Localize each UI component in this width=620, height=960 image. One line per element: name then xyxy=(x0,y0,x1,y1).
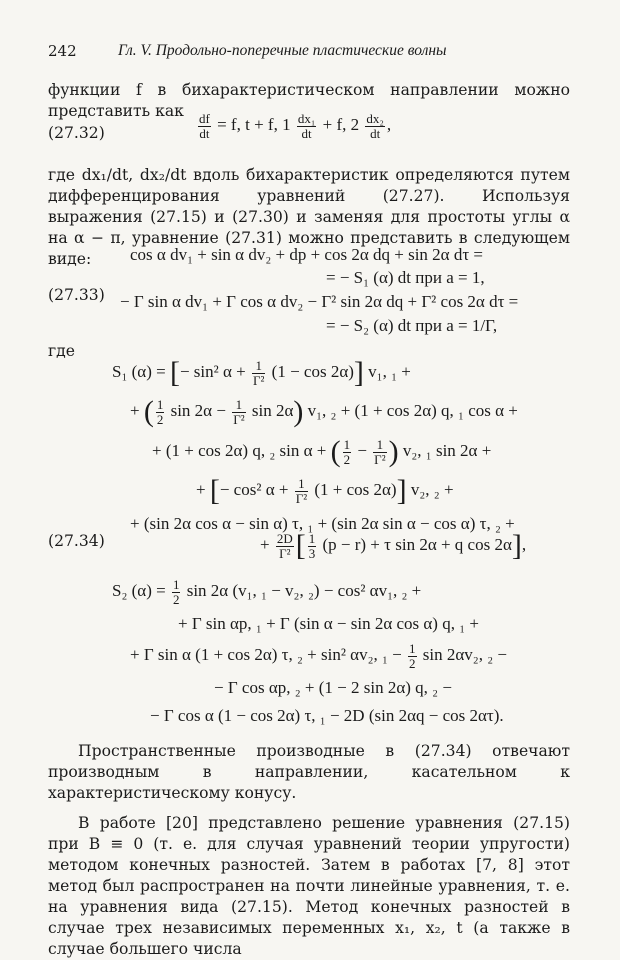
fraction-1-2: $\frac{1}{2}$ xyxy=(172,577,180,607)
eq-27-34-s2-line-4: − Γ cos αp, ₂ + (1 − 2 sin 2α) q, ₂ − xyxy=(214,678,452,697)
fraction-2D-gamma2: $\frac{2D}{\text{Γ²}}$ xyxy=(276,530,293,561)
eq-27-33-line-2: = − S₁ (α) dt при a = 1, xyxy=(326,268,485,287)
fraction-1-2: $\frac{1}{2}$ xyxy=(156,396,164,427)
eq-27-34-s1-line-3: + (1 + cos 2α) q, ₂ sin α + ( $\frac{1}{2}$ − $\frac{1}{\text{Γ²}}$ ) v₂, ₁ sin 2α + xyxy=(152,435,492,468)
eq-27-34-s2-line-1: S₂ (α) = $\frac{1}{2}$ sin 2α (v₁, ₁ − v₂, ₂) − cos² αv₁, ₂ + xyxy=(112,577,422,607)
equation-27-32: $\frac{df}{dt}$ = f, t + f, 1 $\frac{\text{dx₁}}{dt}$ + f, 2 $\frac{\text{dx₂}}{dt}$ , xyxy=(199,111,392,141)
eq-27-34-s2-line-3: + Γ sin α (1 + cos 2α) τ, ₂ + sin² αv₂, ₁ − $\frac{1}{2}$ sin 2αv₂, ₂ − xyxy=(130,641,507,671)
fraction-dx2-dt: $\frac{\text{dx₂}}{dt}$ xyxy=(366,111,384,141)
paragraph-finite-differences: В работе [20] представлено решение уравнения (27.15) при B ≡ 0 (т. е. для случая уравнений теории упругости) методом конечных разностей. Затем в работах [7, 8] этот метод был распространен на почти линейные уравнения, т. е. на уравнения вида (27.15). Метод конечных разностей в случае трех независимых переменных x₁, x₂, t (а также в случае большего числа xyxy=(48,814,570,958)
fraction-1-2: $\frac{1}{2}$ xyxy=(409,641,416,671)
paragraph-after-27-32: где dx₁/dt, dx₂/dt вдоль бихарактеристик определяются путем дифференцирования уравнений (27.27). Используя выражения (27.15) и (27.30) и заменяя для простоты углы α на α − π, уравнение (27.31) можно представить в следующем виде: xyxy=(48,166,570,268)
fraction-1-gamma2: $\frac{1}{\text{Γ²}}$ xyxy=(374,436,386,467)
fraction-1-gamma2: $\frac{1}{\text{Γ²}}$ xyxy=(233,396,245,427)
eq-27-34-s1-line-1: S₁ (α) = [− sin² α + $\frac{1}{\text{Γ²}}$ (1 − cos 2α)] v₁, ₁ + xyxy=(112,356,411,389)
fraction-dx1-dt: $\frac{\text{dx₁}}{dt}$ xyxy=(297,111,316,141)
eq-27-34-s2-line-2: + Γ sin αp, ₁ + Γ (sin α − sin 2α cos α) q, ₁ + xyxy=(178,614,479,633)
eq-label-27-34: (27.34) xyxy=(48,532,105,550)
eq-label-27-32: (27.32) xyxy=(48,124,105,142)
eq-27-34-s1-line-6: + $\frac{2D}{\text{Γ²}}$ [ $\frac{1}{3}$ (p − r) + τ sin 2α + q cos 2α], xyxy=(260,529,527,562)
eq-27-34-s2-line-5: − Γ cos α (1 − cos 2α) τ, ₁ − 2D (sin 2αq − cos 2ατ). xyxy=(150,706,504,725)
eq-27-34-s1-line-5: + (sin 2α cos α − sin α) τ, ₁ + (sin 2α sin α − cos α) τ, ₂ + xyxy=(130,514,515,533)
fraction-1-2: $\frac{1}{2}$ xyxy=(343,436,351,467)
running-head: Гл. V. Продольно-поперечные пластические волны xyxy=(118,42,447,59)
fraction-df-dt: $\frac{df}{dt}$ xyxy=(199,111,210,141)
fraction-1-gamma2: $\frac{1}{\text{Γ²}}$ xyxy=(252,357,265,388)
fraction-1-3: $\frac{1}{3}$ xyxy=(308,530,316,561)
eq-27-34-s1-line-2: + ( $\frac{1}{2}$ sin 2α − $\frac{1}{\text{Γ²}}$ sin 2α) v₁, ₂ + (1 + cos 2α) q, ₁ cos α + xyxy=(130,395,518,428)
paragraph-spatial-derivatives: Пространственные производные в (27.34) отвечают производным в направлении, касательном к характеристическому конусу. xyxy=(48,742,570,802)
eq-27-33-line-4: = − S₂ (α) dt при a = 1/Γ, xyxy=(326,316,498,335)
gde-label: где xyxy=(48,342,75,360)
eq-27-33-line-3: − Γ sin α dv₁ + Γ cos α dv₂ − Γ² sin 2α dq + Γ² cos 2α dτ = xyxy=(120,292,519,311)
eq-label-27-33: (27.33) xyxy=(48,286,105,304)
eq-27-34-s1-line-4: + [− cos² α + $\frac{1}{\text{Γ²}}$ (1 + cos 2α)] v₂, ₂ + xyxy=(196,474,454,507)
fraction-1-gamma2: $\frac{1}{\text{Γ²}}$ xyxy=(295,475,308,506)
eq-27-33-line-1: cos α dv₁ + sin α dv₂ + dp + cos 2α dq + sin 2α dτ = xyxy=(130,245,483,264)
page-number: 242 xyxy=(48,42,77,60)
intro-text: функции f в бихарактеристическом направлении можно представить как xyxy=(48,81,570,120)
